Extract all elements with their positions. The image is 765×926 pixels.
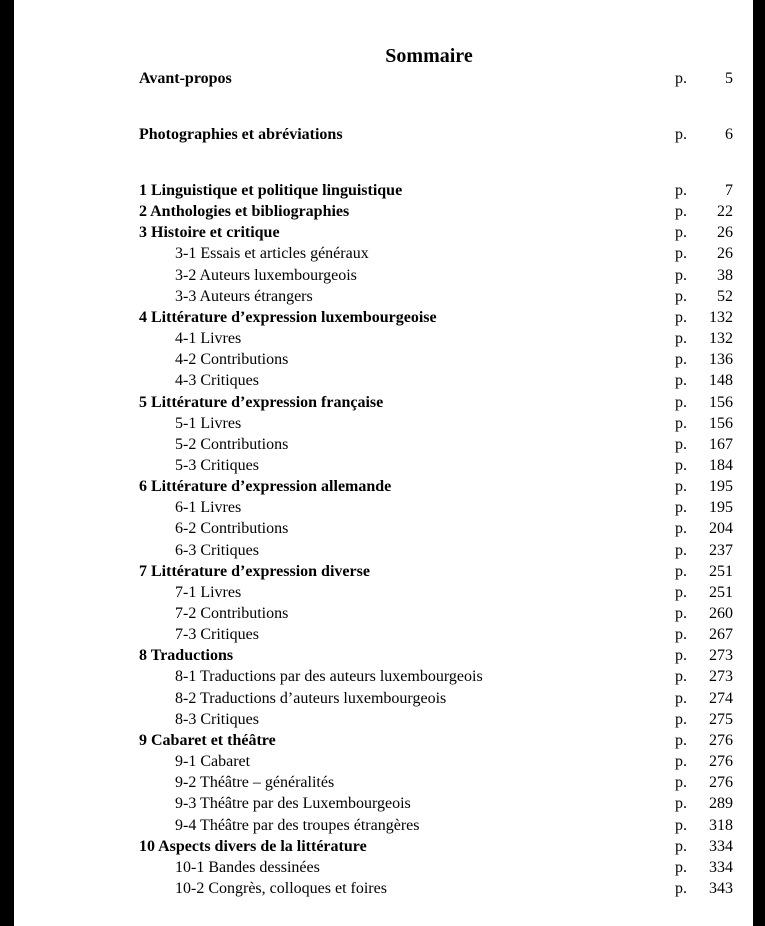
toc-entry-label: Avant-propos (139, 70, 232, 87)
toc-entry-label: 4-1 Livres (175, 330, 242, 348)
toc-entry-label: 4 Littérature d’expression luxembourgeoise (139, 308, 437, 326)
page-prefix: p. (675, 668, 687, 686)
toc-entry-label: 6-3 Critiques (175, 541, 259, 559)
toc-entry-label: 6-2 Contributions (175, 520, 289, 538)
toc-entry-page: 267 (709, 626, 733, 644)
toc-entry-label: 9-2 Théâtre – généralités (175, 774, 335, 792)
toc-entry-label: 9 Cabaret et théâtre (139, 731, 276, 749)
toc-entry (139, 603, 733, 624)
toc-entry-label: 2 Anthologies et bibliographies (139, 203, 350, 221)
toc-entry-label: 3 Histoire et critique (139, 224, 280, 242)
page-prefix: p. (675, 456, 687, 474)
toc-entry (139, 392, 733, 413)
toc-entry-label: 3-1 Essais et articles généraux (175, 245, 369, 263)
toc-entry-label: 9-3 Théâtre par des Luxembourgeois (175, 795, 411, 813)
toc-entry-page: 195 (709, 478, 733, 496)
toc-entry-page: 52 (717, 287, 733, 305)
toc-entry-label: 5-2 Contributions (175, 435, 289, 453)
page-prefix: p. (675, 647, 687, 665)
toc-entry (139, 68, 733, 89)
toc-entry-page: 26 (717, 224, 733, 242)
toc-entry (139, 455, 733, 476)
toc-entry-label: 10 Aspects divers de la littérature (139, 837, 367, 855)
toc-entry (139, 878, 733, 899)
toc-entry (139, 582, 733, 603)
toc-entry (139, 624, 733, 645)
page-prefix: p. (675, 499, 687, 517)
toc-entry (139, 265, 733, 286)
page-prefix: p. (675, 689, 687, 707)
toc-entry-page: 5 (725, 70, 733, 87)
toc-entry-page: 274 (709, 689, 733, 707)
toc-entry-page: 22 (717, 203, 733, 221)
page-prefix: p. (675, 245, 687, 263)
toc-entry-page: 334 (709, 837, 733, 855)
toc-entry-label: 9-1 Cabaret (175, 753, 251, 771)
toc-entry-label: 5 Littérature d’expression française (139, 393, 384, 411)
toc-entry-label: 7 Littérature d’expression diverse (139, 562, 370, 580)
toc-entry-label: 4-2 Contributions (175, 351, 289, 369)
toc-entry (139, 772, 733, 793)
toc-entry-label: 8-1 Traductions par des auteurs luxembourgeois (175, 668, 483, 686)
toc-entry-page: 26 (717, 245, 733, 263)
toc-entry (139, 434, 733, 455)
toc-entry (139, 180, 733, 201)
page-prefix: p. (675, 126, 687, 143)
toc-entry-page: 275 (709, 710, 733, 728)
page-prefix: p. (675, 203, 687, 221)
toc-entry-label: 7-3 Critiques (175, 626, 259, 644)
page-prefix: p. (675, 287, 687, 305)
page-prefix: p. (675, 710, 687, 728)
page-prefix: p. (675, 795, 687, 813)
toc-entry (139, 540, 733, 561)
page-prefix: p. (675, 816, 687, 834)
toc-entry (139, 751, 733, 772)
page-prefix: p. (675, 308, 687, 326)
page-prefix: p. (675, 731, 687, 749)
page-prefix: p. (675, 753, 687, 771)
toc-entry (139, 793, 733, 814)
toc-entry-label: Photographies et abréviations (139, 126, 343, 143)
toc-entry-page: 184 (709, 456, 733, 474)
page-prefix: p. (675, 562, 687, 580)
toc-entry-label: 8-2 Traductions d’auteurs luxembourgeois (175, 689, 447, 707)
toc-entry-label: 1 Linguistique et politique linguistique (139, 182, 403, 199)
toc-entry-page: 273 (709, 668, 733, 686)
page-prefix: p. (675, 879, 687, 897)
toc-entry-label: 10-1 Bandes dessinées (175, 858, 320, 876)
toc-entry (139, 561, 733, 582)
toc-entry-page: 237 (709, 541, 733, 559)
toc-entry-page: 156 (709, 393, 733, 411)
toc-entry (139, 476, 733, 497)
toc-entry (139, 124, 733, 145)
page-prefix: p. (675, 605, 687, 622)
toc-entry-label: 6-1 Livres (175, 499, 242, 517)
toc-entry-label: 7-2 Contributions (175, 605, 289, 622)
toc-entry-page: 273 (709, 647, 733, 665)
toc-entry-page: 276 (709, 753, 733, 771)
page-prefix: p. (675, 414, 687, 432)
toc-entry-label: 5-1 Livres (175, 414, 242, 432)
toc-entry (139, 518, 733, 539)
page-prefix: p. (675, 435, 687, 453)
toc-entry-page: 289 (709, 795, 733, 813)
toc-entry-page: 136 (709, 351, 733, 369)
page-prefix: p. (675, 224, 687, 242)
toc-entry-page: 276 (709, 774, 733, 792)
page-prefix: p. (675, 858, 687, 876)
toc-entry (139, 370, 733, 391)
toc-entry (139, 688, 733, 709)
toc-entry (139, 666, 733, 687)
toc-entry-label: 10-2 Congrès, colloques et foires (175, 879, 387, 897)
toc-entry-page: 343 (709, 879, 733, 897)
toc-entry-page: 276 (709, 731, 733, 749)
toc-entry (139, 286, 733, 307)
toc-entry-page: 132 (709, 308, 733, 326)
page-prefix: p. (675, 266, 687, 284)
toc-entry (139, 836, 733, 857)
page-prefix: p. (675, 351, 687, 369)
toc-entry (139, 413, 733, 434)
toc-entry-label: 6 Littérature d’expression allemande (139, 478, 392, 496)
toc-entry-page: 148 (709, 372, 733, 390)
toc-entry-page: 260 (709, 605, 733, 622)
page-prefix: p. (675, 372, 687, 390)
page-prefix: p. (675, 330, 687, 348)
page-prefix: p. (675, 478, 687, 496)
toc-entry-page: 6 (725, 126, 733, 143)
toc-entry (139, 497, 733, 518)
toc-entry-label: 5-3 Critiques (175, 456, 259, 474)
toc-entry-label: 8 Traductions (139, 647, 234, 665)
toc-entry (139, 307, 733, 328)
toc-entry-page: 318 (709, 816, 733, 834)
toc-entry-page: 132 (709, 330, 733, 348)
toc-entry (139, 730, 733, 751)
page-prefix: p. (675, 182, 687, 199)
toc-entry (139, 243, 733, 264)
page-prefix: p. (675, 837, 687, 855)
toc-entry (139, 709, 733, 730)
toc-entry-label: 8-3 Critiques (175, 710, 259, 728)
page-prefix: p. (675, 70, 687, 87)
page-prefix: p. (675, 583, 687, 601)
page-prefix: p. (675, 626, 687, 644)
page-prefix: p. (675, 520, 687, 538)
toc-entry-label: 3-3 Auteurs étrangers (175, 287, 313, 305)
toc-entry (139, 201, 733, 222)
page-prefix: p. (675, 541, 687, 559)
toc-entry (139, 645, 733, 666)
toc-entry (139, 857, 733, 878)
page-prefix: p. (675, 774, 687, 792)
toc-entry-page: 167 (709, 435, 733, 453)
toc-entry-label: 3-2 Auteurs luxembourgeois (175, 266, 357, 284)
toc-entry-page: 38 (717, 266, 733, 284)
toc-entry-page: 251 (709, 583, 733, 601)
toc-entry (139, 328, 733, 349)
page-prefix: p. (675, 393, 687, 411)
toc-entry (139, 349, 733, 370)
toc-entry-page: 251 (709, 562, 733, 580)
toc-entry-page: 204 (709, 520, 733, 538)
toc-entry (139, 815, 733, 836)
toc-entry-page: 156 (709, 414, 733, 432)
toc-entry-label: 7-1 Livres (175, 583, 242, 601)
toc-entry (139, 222, 733, 243)
page-title: Sommaire (385, 45, 473, 67)
toc-entry-label: 4-3 Critiques (175, 372, 259, 390)
toc-entry-page: 195 (709, 499, 733, 517)
document-page (14, 0, 753, 926)
toc-entry-page: 334 (709, 858, 733, 876)
toc-entry-label: 9-4 Théâtre par des troupes étrangères (175, 816, 420, 834)
toc-entry-page: 7 (725, 182, 733, 199)
